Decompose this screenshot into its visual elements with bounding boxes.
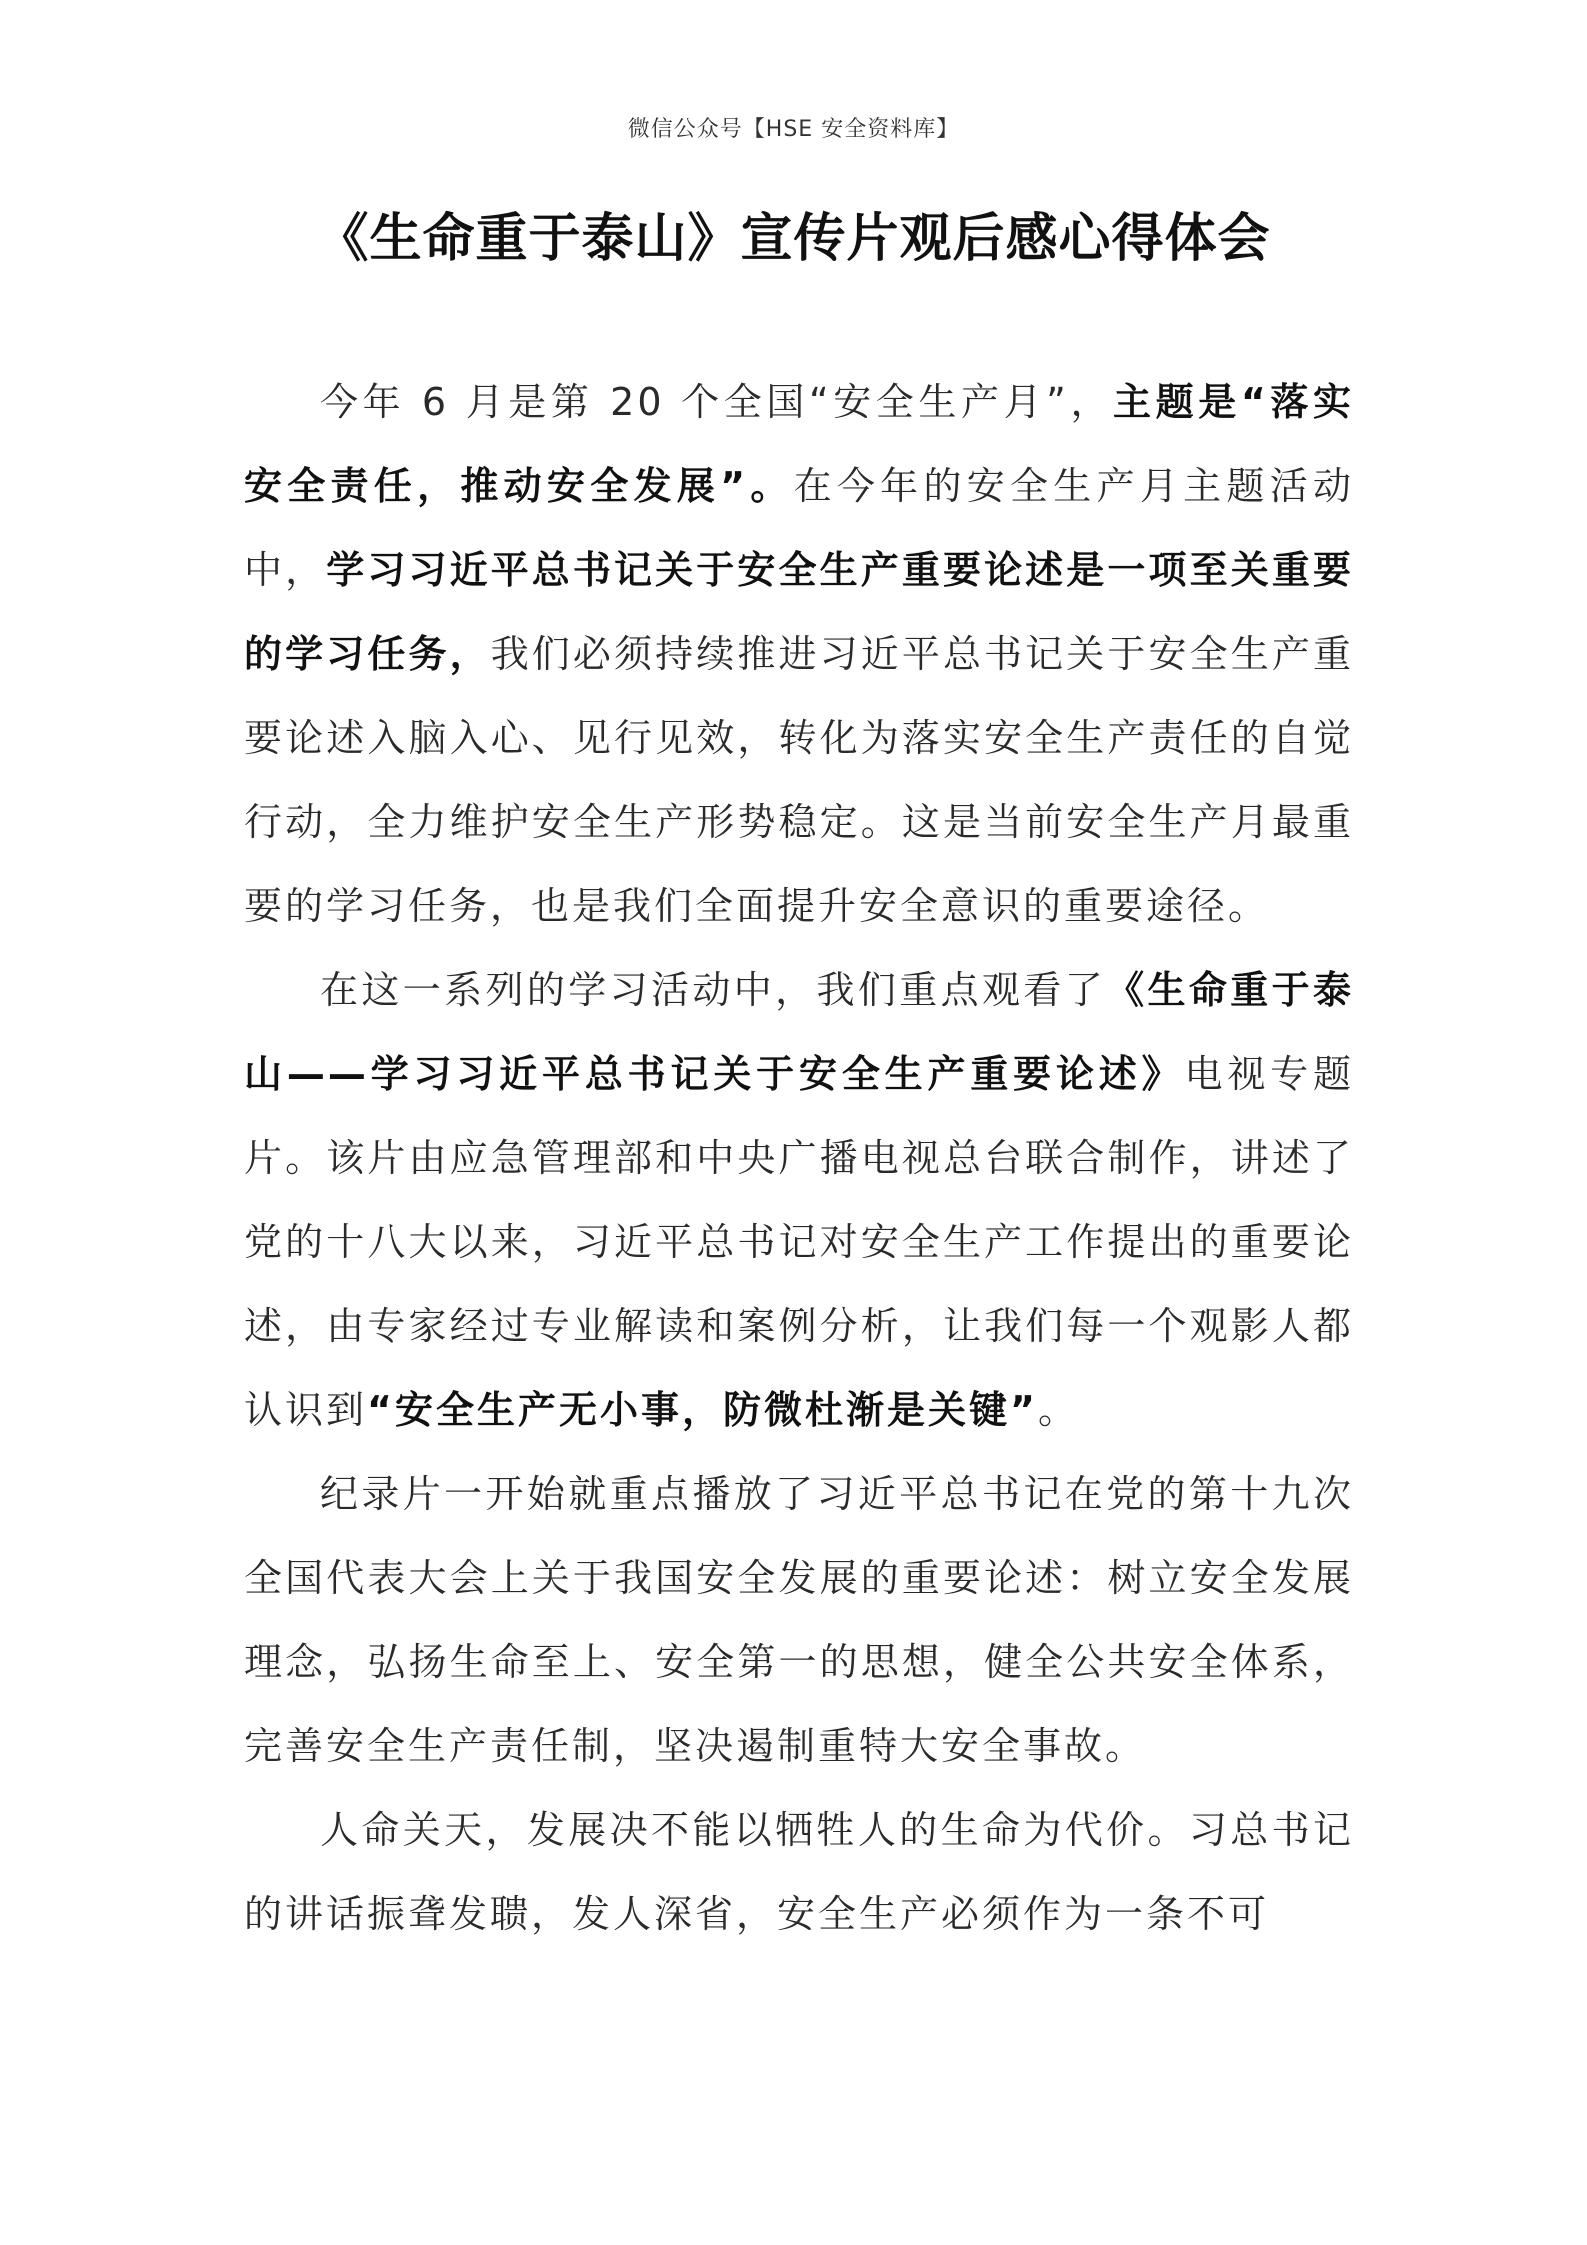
paragraph-2 [244,948,1354,1452]
paragraph-4: 人命关天，发展决不能以牺牲人的生命为代价。习总书记的讲话振聋发聩，发人深省，安全生产必须作为一条不可 [244,1808,1354,1936]
paragraph-1-bold-task: 学习习近平总书记关于安全生产重要论述是一项至关重要的学习任务， [244,548,1354,676]
paragraph-1-bold-theme: 主题是“落实安全责任，推动安全发展”。 [244,380,1354,508]
paragraph-2-text-a: 在这一系列的学习活动中，我们重点观看了 [320,968,1107,1012]
paragraph-1-text-e: 我们必须持续推进习近平总书记关于安全生产重要论述入脑入心、见行见效，转化为落实安全生产责任的自觉行动，全力维护安全生产形势稳定。这是当前安全生产月最重要的学习任务，也是我们全面提升安全意识的重要途径。 [244,632,1354,928]
paragraph-1 [244,360,1354,948]
document-title: 《生命重于泰山》宣传片观后感心得体会 [316,209,1271,269]
paragraph-1-text-a: 今年 6 月是第 20 个全国“安全生产月”， [320,380,1114,424]
paragraph-2-bold-film-title: 《生命重于泰山——学习习近平总书记关于安全生产重要论述》 [244,968,1354,1096]
paragraph-2-bold-quote: “安全生产无小事，防微杜渐是关键” [367,1388,1038,1432]
document-body [244,360,1354,1956]
paragraph-2-text-c: 电视专题片。该片由应急管理部和中央广播电视总台联合制作，讲述了党的十八大以来，习近平总书记对安全生产工作提出的重要论述，由专家经过专业解读和案例分析，让我们每一个观影人都认识到 [244,1052,1354,1432]
source-note: 微信公众号【HSE 安全资料库】 [627,117,960,142]
paragraph-1-text-c: 在今年的安全生产月主题活动中， [244,464,1354,592]
paragraph-3: 纪录片一开始就重点播放了习近平总书记在党的第十九次全国代表大会上关于我国安全发展的重要论述：树立安全发展理念，弘扬生命至上、安全第一的思想，健全公共安全体系，完善安全生产责任制，坚决遏制重特大安全事故。 [244,1472,1354,1768]
paragraph-2-text-e: 。 [1037,1388,1079,1432]
